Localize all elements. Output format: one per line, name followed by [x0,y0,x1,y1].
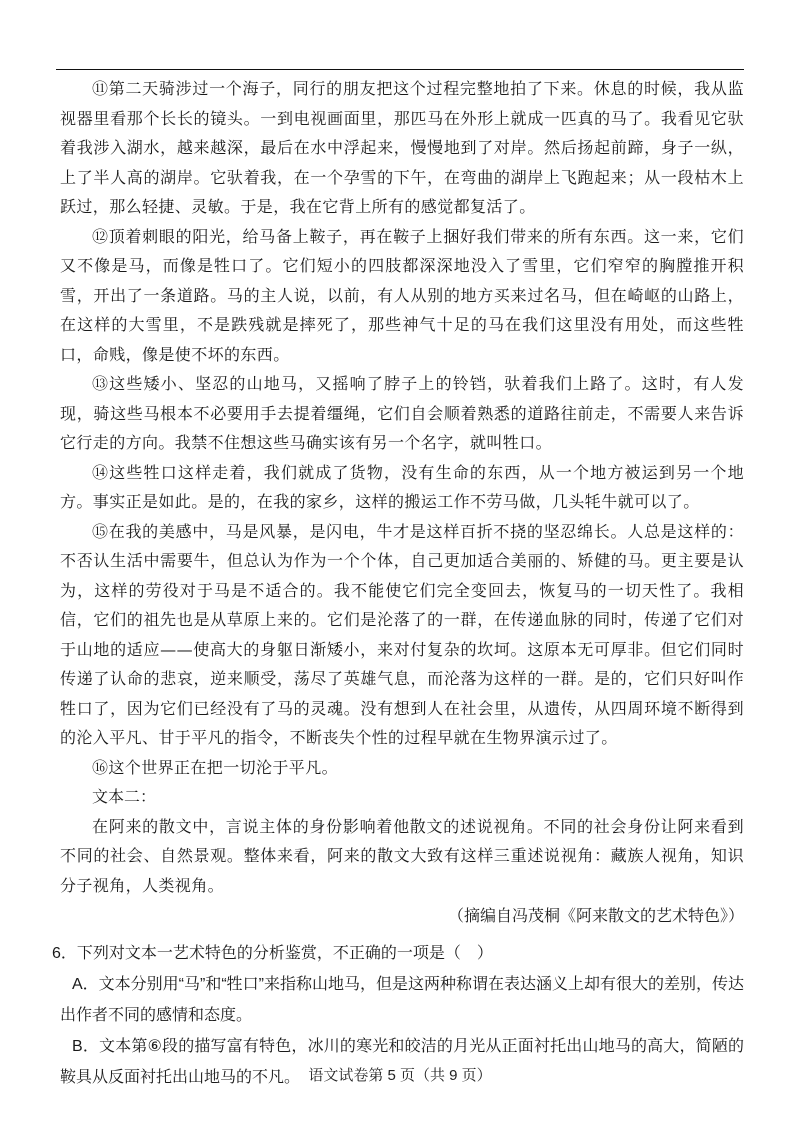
paragraph-12: ⑫顶着刺眼的阳光，给马备上鞍子，再在鞍子上捆好我们带来的所有东西。这一来，它们又不像是马，而像是牲口了。它们短小的四肢都深深地没入了雪里，它们窄窄的胸膛推开积雪，开出了一条道路。马的主人说，以前，有人从别的地方买来过名马，但在崎岖的山路上，在这样的大雪里，不是跌残就是摔死了，那些神气十足的马在我们这里没有用处，而这些牲口，命贱，像是使不坏的东西。 [60,226,744,364]
paragraph-16: ⑯这个世界正在把一切沦于平凡。 [92,757,339,777]
page-content [52,74,744,1093]
question-6-stem: 6．下列对文本一艺术特色的分析鉴赏，不正确的一项是（ ） [52,945,493,962]
option-b: B．文本第⑥段的描写富有特色，冰川的寒光和皎洁的月光从正面衬托出山地马的高大，简陋的鞍具从反面衬托出山地马的不凡。 [60,1038,744,1086]
text2-label: 文本二： [92,787,157,806]
option-a: A．文本分别用“马”和“牲口”来指称山地马，但是这两种称谓在表达涵义上却有很大的差别，传达出作者不同的感情和态度。 [60,976,744,1024]
paragraph-13: ⑬这些矮小、坚忍的山地马，又摇响了脖子上的铃铛，驮着我们上路了。这时，有人发现，骑这些马根本不必要用手去提着缰绳，它们自会顺着熟悉的道路往前走，不需要人来告诉它行走的方向。我禁不住想这些马确实该有另一个名字，就叫牲口。 [60,374,744,452]
text2-source: （摘编自冯茂桐《阿来散文的艺术特色》） [447,906,744,925]
top-rule [56,69,744,70]
paragraph-14: ⑭这些牲口这样走着，我们就成了货物，没有生命的东西，从一个地方被运到另一个地方。事实正是如此。是的，在我的家乡，这样的搬运工作不劳马做，几头牦牛就可以了。 [60,462,744,511]
paragraph-11: ⑪第二天骑涉过一个海子，同行的朋友把这个过程完整地拍了下来。休息的时候，我从监视器里看那个长长的镜头。一到电视画面里，那匹马在外形上就成一匹真的马了。我看见它驮着我涉入湖水，越来越深，最后在水中浮起来，慢慢地到了对岸。然后扬起前蹄，身子一纵，上了半人高的湖岸。它驮着我，在一个孕雪的下午，在弯曲的湖岸上飞跑起来；从一段枯木上跃过，那么轻捷、灵敏。于是，我在它背上所有的感觉都复活了。 [60,79,744,216]
page-footer: 语文试卷第 5 页（共 9 页） [308,1067,492,1084]
text2-body: 在阿来的散文中，言说主体的身份影响着他散文的述说视角。不同的社会身份让阿来看到不同的社会、自然景观。整体来看，阿来的散文大致有这样三重述说视角：藏族人视角，知识分子视角，人类视角。 [60,816,744,895]
paragraph-15: ⑮在我的美感中，马是风暴，是闪电，牛才是这样百折不挠的坚忍绵长。人总是这样的：不否认生活中需要牛，但总认为作为一个个体，自己更加适合美丽的、矫健的马。更主要是认为，这样的劳役对于马是不适合的。我不能使它们完全变回去，恢复马的一切天性了。我相信，它们的祖先也是从草原上来的。它们是沦落了的一群，在传递血脉的同时，传递了它们对于山地的适应——使高大的身躯日渐矮小，来对付复杂的坎坷。这原本无可厚非。但它们同时传递了认命的悲哀，逆来顺受，荡尽了英雄气息，而沦落为这样的一群。是的，它们只好叫作牲口了，因为它们已经没有了马的灵魂。没有想到人在社会里，从遗传，从四周环境不断得到的沦入平凡、甘于平凡的指令，不断丧失个性的过程早就在生物界演示过了。 [60,521,744,747]
